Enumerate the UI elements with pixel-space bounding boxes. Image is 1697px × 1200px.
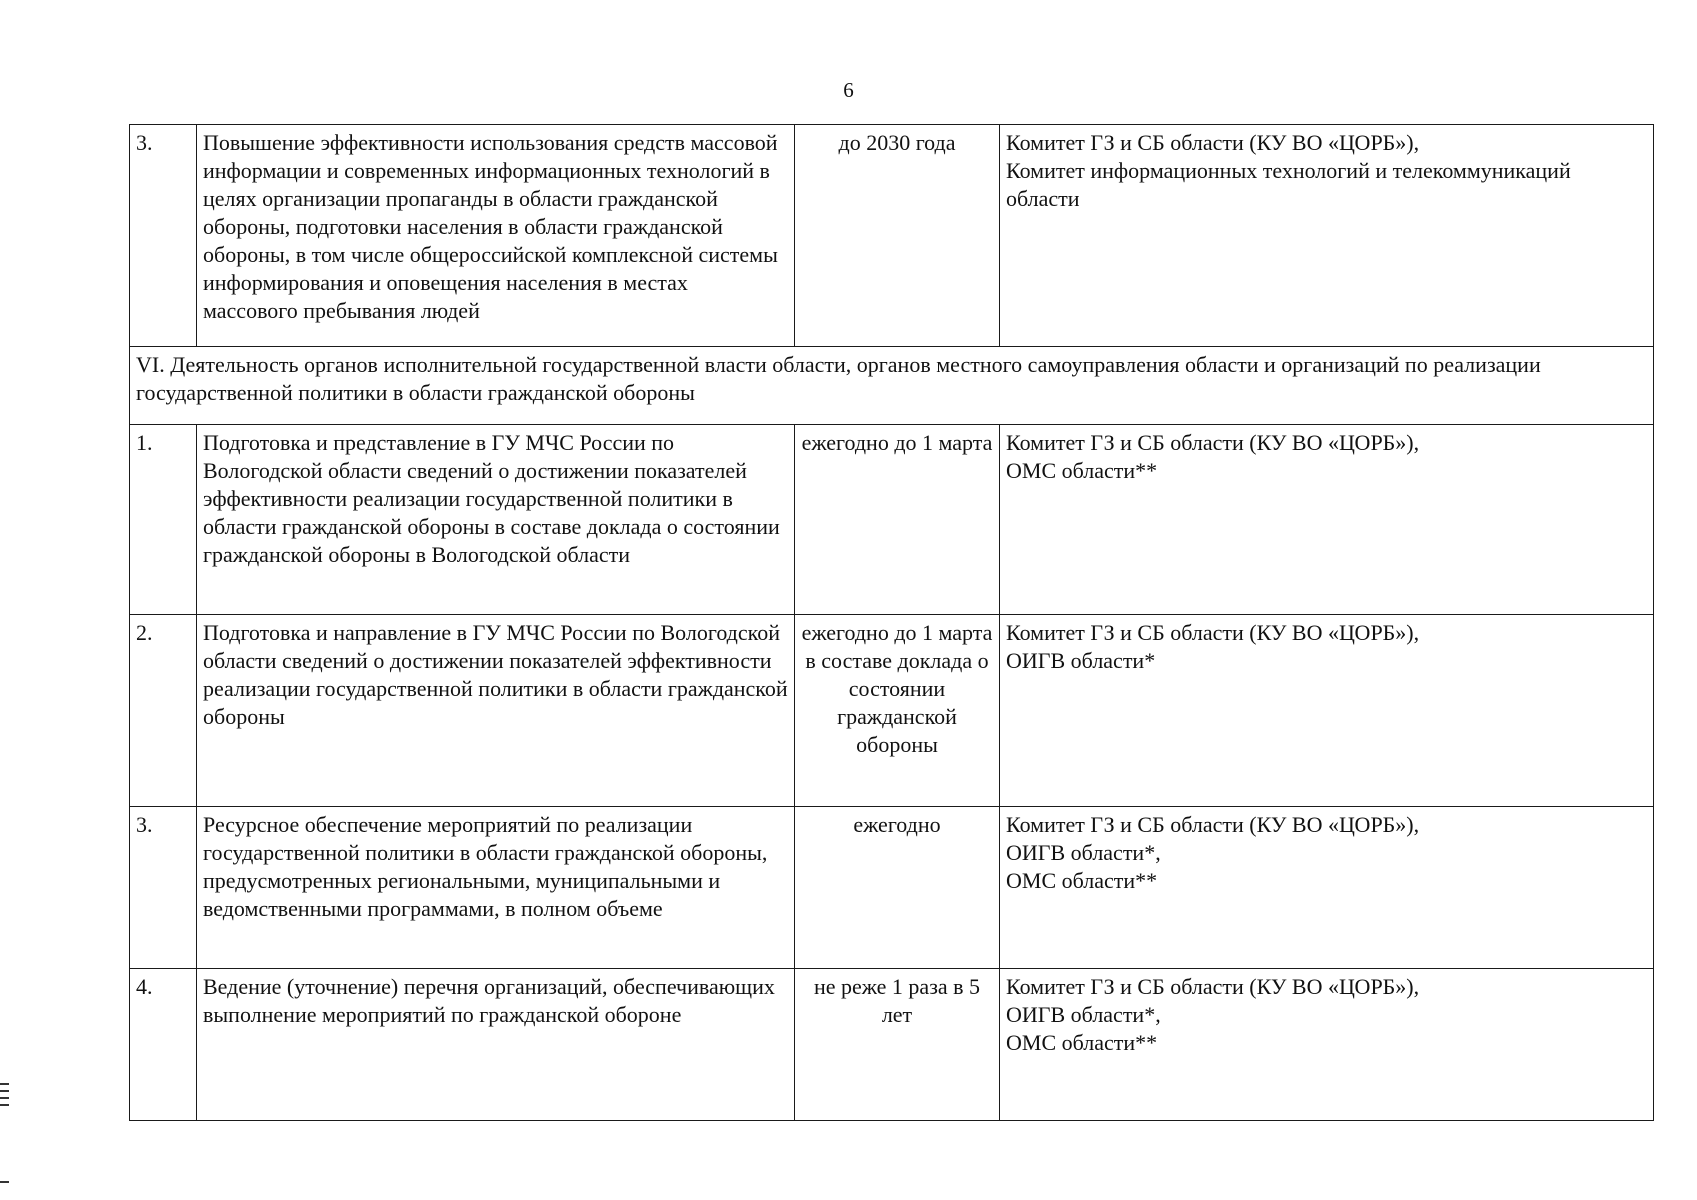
measure-responsible [1000, 807, 1654, 969]
measure-term: ежегодно [795, 807, 1000, 969]
page-number: 6 [843, 78, 854, 102]
responsible-line: Комитет ГЗ и СБ области (КУ ВО «ЦОРБ»), [1006, 812, 1420, 837]
responsible-line: ОИГВ области*, [1006, 840, 1161, 865]
measure-responsible [1000, 615, 1654, 807]
measure-description: Ведение (уточнение) перечня организаций, обеспечивающих выполнение мероприятий по гражданской обороне [197, 969, 795, 1121]
table-row [130, 425, 1654, 615]
row-number: 1. [130, 425, 197, 615]
measure-responsible [1000, 969, 1654, 1121]
measure-responsible [1000, 425, 1654, 615]
responsible-line: Комитет ГЗ и СБ области (КУ ВО «ЦОРБ»), [1006, 620, 1420, 645]
measure-description: Подготовка и представление в ГУ МЧС России по Вологодской области сведений о достижении показателей эффективности реализации государственной политики в области гражданской обороны в составе доклада о состоянии гражданской обороны в Вологодской области [197, 425, 795, 615]
scan-edge-mark [0, 1181, 9, 1183]
responsible-line: ОМС области** [1006, 1030, 1158, 1055]
section-title: VI. Деятельность органов исполнительной государственной власти области, органов местного самоуправления области и организаций по реализации государственной политики в области гражданской обороны [130, 347, 1654, 425]
responsible-line: ОИГВ области*, [1006, 1002, 1161, 1027]
table-row [130, 125, 1654, 347]
measure-term: до 2030 года [795, 125, 1000, 347]
scan-edge-mark [0, 1097, 9, 1099]
responsible-line: Комитет ГЗ и СБ области (КУ ВО «ЦОРБ»), [1006, 430, 1420, 455]
responsible-line: ОИГВ области* [1006, 648, 1156, 673]
measure-description: Ресурсное обеспечение мероприятий по реализации государственной политики в области гражданской обороны, предусмотренных региональными, муниципальными и ведомственными программами, в полном объеме [197, 807, 795, 969]
measure-term: ежегодно до 1 марта в составе доклада о состоянии гражданской обороны [795, 615, 1000, 807]
scan-edge-mark [0, 1083, 9, 1085]
measure-description: Повышение эффективности использования средств массовой информации и современных информационных технологий в целях организации пропаганды в области гражданской обороны, подготовки населения в области гражданской обороны, в том числе общероссийской комплексной системы информирования и оповещения населения в местах массового пребывания людей [197, 125, 795, 347]
row-number: 3. [130, 807, 197, 969]
section-header-row [130, 347, 1654, 425]
measure-term: не реже 1 раза в 5 лет [795, 969, 1000, 1121]
responsible-line: ОМС области** [1006, 868, 1158, 893]
row-number: 4. [130, 969, 197, 1121]
responsible-line: Комитет ГЗ и СБ области (КУ ВО «ЦОРБ»), [1006, 974, 1420, 999]
responsible-line: Комитет информационных технологий и телекоммуникаций области [1006, 158, 1571, 211]
scan-edge-mark [0, 1104, 9, 1106]
measure-term: ежегодно до 1 марта [795, 425, 1000, 615]
scan-edge-mark [0, 1090, 9, 1092]
measures-table [129, 124, 1654, 1121]
table-row [130, 969, 1654, 1121]
row-number: 2. [130, 615, 197, 807]
table-row [130, 615, 1654, 807]
row-number: 3. [130, 125, 197, 347]
measure-description: Подготовка и направление в ГУ МЧС России по Вологодской области сведений о достижении показателей эффективности реализации государственной политики в области гражданской обороны [197, 615, 795, 807]
measure-responsible [1000, 125, 1654, 347]
table-row [130, 807, 1654, 969]
responsible-line: ОМС области** [1006, 458, 1158, 483]
responsible-line: Комитет ГЗ и СБ области (КУ ВО «ЦОРБ»), [1006, 130, 1420, 155]
